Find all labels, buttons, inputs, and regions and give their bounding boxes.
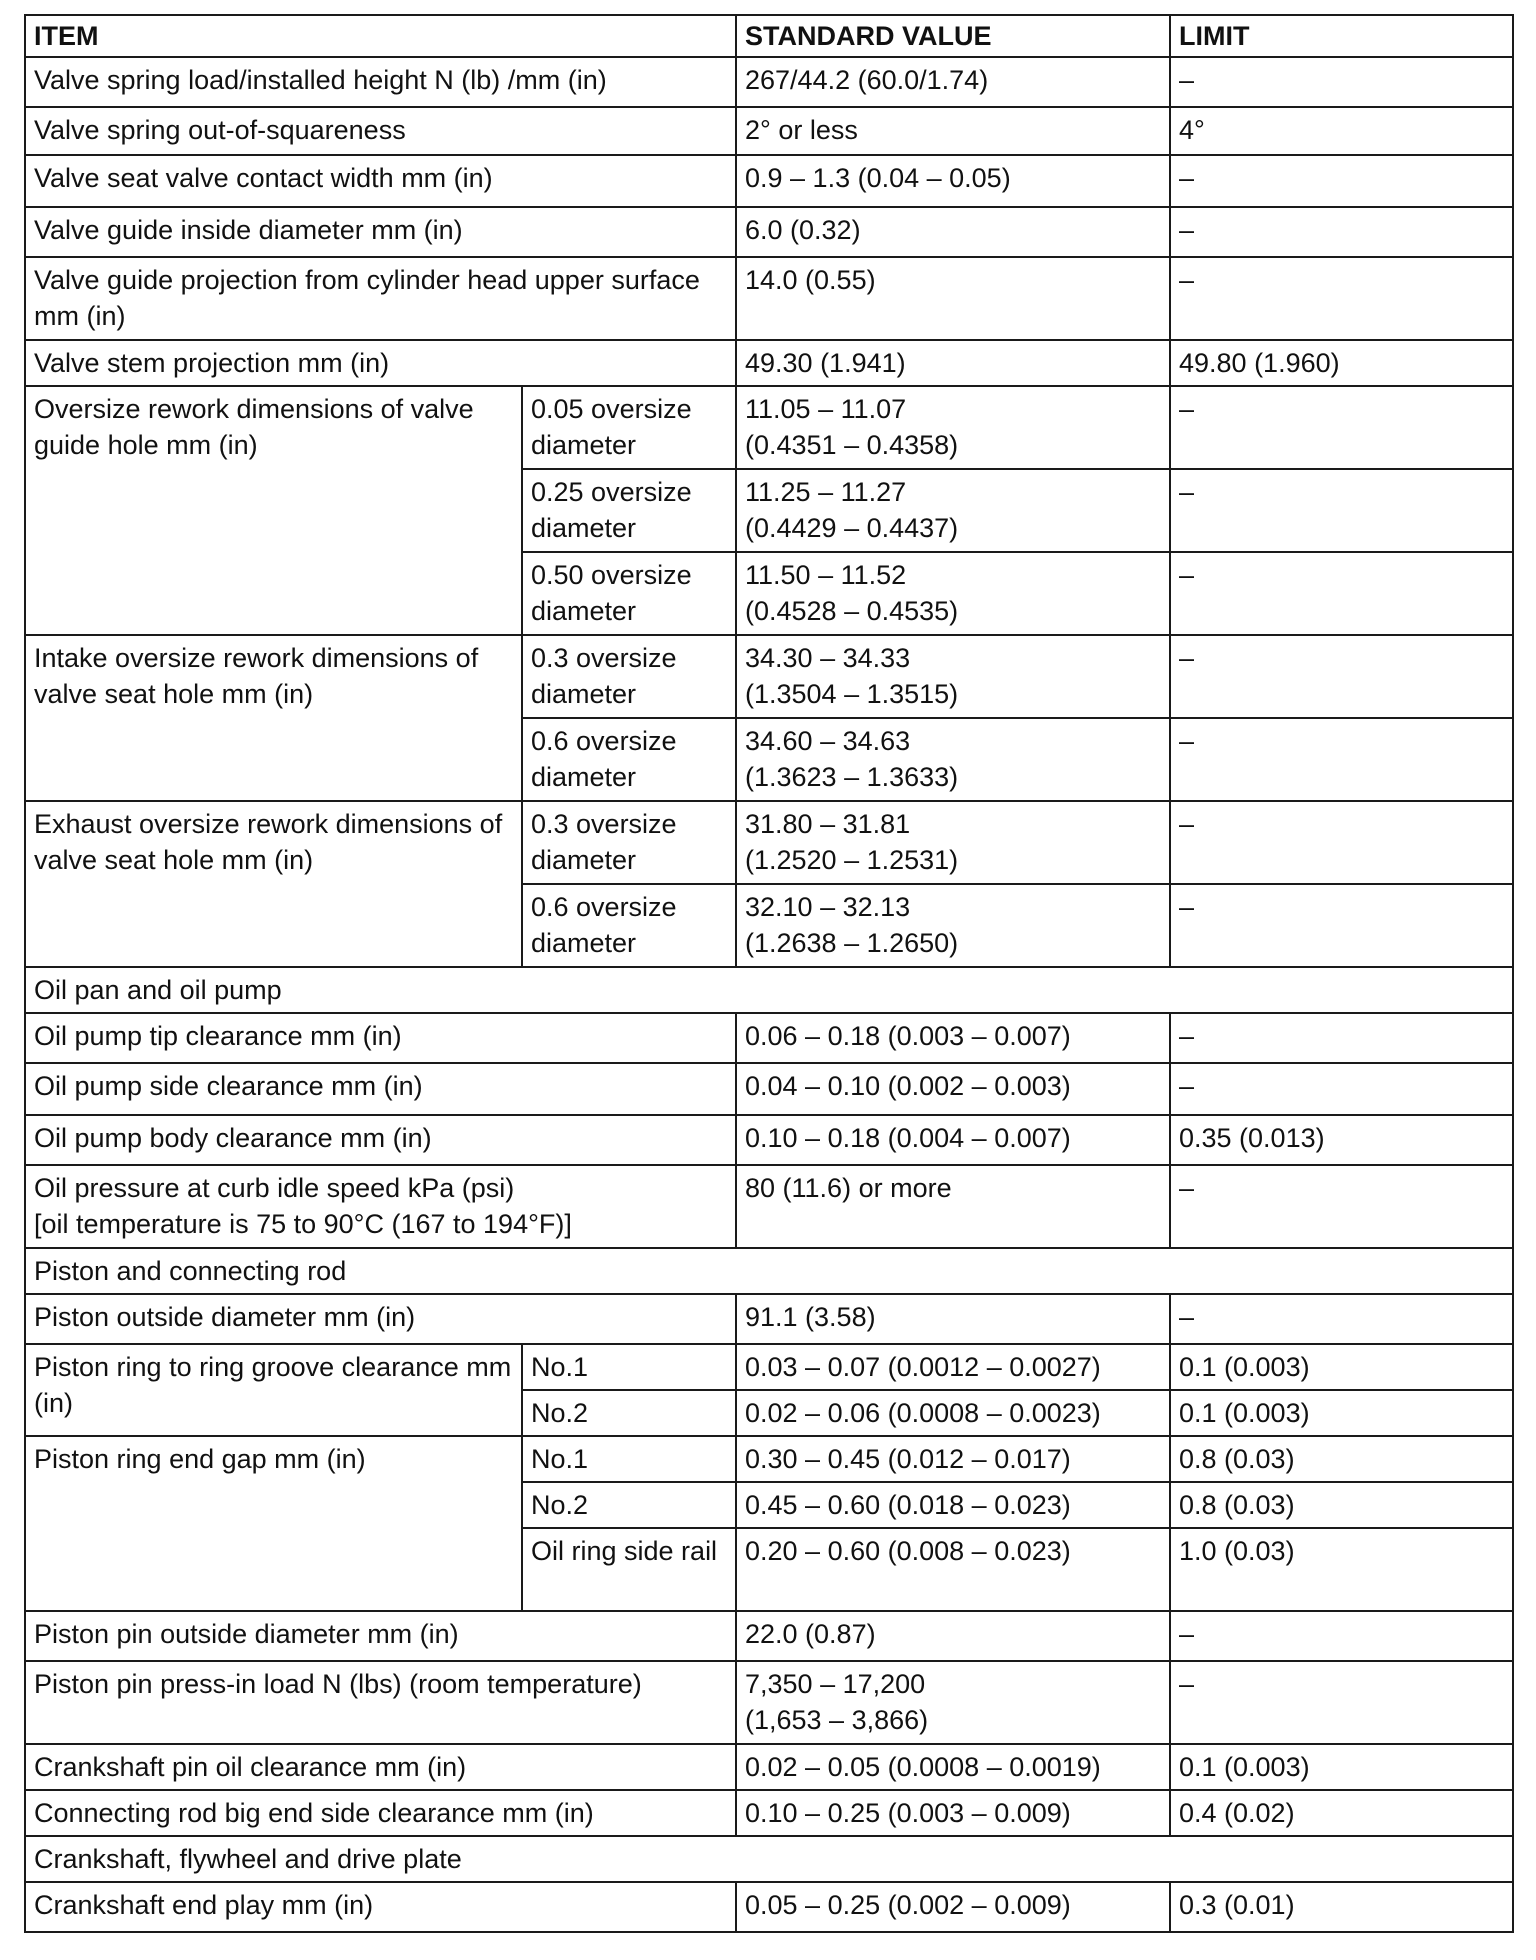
item-cell: Oil pump side clearance mm (in)	[25, 1063, 736, 1115]
standard-cell: 0.05 – 0.25 (0.002 – 0.009)	[736, 1882, 1170, 1932]
table-row	[25, 1744, 1513, 1790]
table-row	[25, 1661, 1513, 1744]
sub-item-cell: 0.05 oversize diameter	[522, 386, 736, 469]
standard-cell: 267/44.2 (60.0/1.74)	[736, 57, 1170, 107]
table-row	[25, 57, 1513, 107]
limit-cell: –	[1170, 386, 1513, 469]
limit-cell: –	[1170, 1294, 1513, 1344]
limit-cell: –	[1170, 1611, 1513, 1661]
table-row	[25, 801, 1513, 884]
table-row	[25, 1013, 1513, 1063]
limit-cell: –	[1170, 1013, 1513, 1063]
section-row	[25, 1248, 1513, 1294]
table-row	[25, 257, 1513, 340]
standard-cell: 0.02 – 0.05 (0.0008 – 0.0019)	[736, 1744, 1170, 1790]
standard-cell: 14.0 (0.55)	[736, 257, 1170, 340]
limit-cell: –	[1170, 155, 1513, 207]
table-row	[25, 635, 1513, 718]
limit-cell: 0.35 (0.013)	[1170, 1115, 1513, 1165]
standard-cell: 0.9 – 1.3 (0.04 – 0.05)	[736, 155, 1170, 207]
table-row	[25, 386, 1513, 469]
sub-item-cell: No.2	[522, 1482, 736, 1528]
standard-cell: 0.30 – 0.45 (0.012 – 0.017)	[736, 1436, 1170, 1482]
table-row	[25, 1294, 1513, 1344]
item-cell: Piston ring end gap mm (in)	[25, 1436, 522, 1611]
item-cell: Oversize rework dimensions of valve guide hole mm (in)	[25, 386, 522, 635]
limit-cell: 1.0 (0.03)	[1170, 1528, 1513, 1611]
table-row	[25, 1344, 1513, 1390]
standard-cell: 34.30 – 34.33 (1.3504 – 1.3515)	[736, 635, 1170, 718]
item-cell: Intake oversize rework dimensions of valve seat hole mm (in)	[25, 635, 522, 801]
limit-cell: –	[1170, 257, 1513, 340]
standard-cell: 0.45 – 0.60 (0.018 – 0.023)	[736, 1482, 1170, 1528]
table-row	[25, 107, 1513, 155]
standard-cell: 22.0 (0.87)	[736, 1611, 1170, 1661]
standard-cell: 11.05 – 11.07 (0.4351 – 0.4358)	[736, 386, 1170, 469]
standard-cell: 32.10 – 32.13 (1.2638 – 1.2650)	[736, 884, 1170, 967]
table-row	[25, 1063, 1513, 1115]
standard-cell: 6.0 (0.32)	[736, 207, 1170, 257]
limit-cell: 49.80 (1.960)	[1170, 340, 1513, 386]
standard-cell: 91.1 (3.58)	[736, 1294, 1170, 1344]
item-cell: Piston ring to ring groove clearance mm (in)	[25, 1344, 522, 1436]
item-cell: Valve stem projection mm (in)	[25, 340, 736, 386]
header-item: ITEM	[25, 15, 736, 57]
standard-cell: 0.10 – 0.18 (0.004 – 0.007)	[736, 1115, 1170, 1165]
item-cell: Oil pressure at curb idle speed kPa (psi) [oil temperature is 75 to 90°C (167 to 194°F)]	[25, 1165, 736, 1248]
item-cell: Valve spring load/installed height N (lb) /mm (in)	[25, 57, 736, 107]
section-heading-piston: Piston and connecting rod	[25, 1248, 1513, 1294]
item-cell: Piston pin press-in load N (lbs) (room temperature)	[25, 1661, 736, 1744]
table-row	[25, 1165, 1513, 1248]
standard-cell: 7,350 – 17,200 (1,653 – 3,866)	[736, 1661, 1170, 1744]
table-row	[25, 1611, 1513, 1661]
sub-item-cell: 0.6 oversize diameter	[522, 718, 736, 801]
standard-cell: 0.20 – 0.60 (0.008 – 0.023)	[736, 1528, 1170, 1611]
limit-cell: –	[1170, 718, 1513, 801]
item-cell: Oil pump body clearance mm (in)	[25, 1115, 736, 1165]
section-heading-crankshaft: Crankshaft, flywheel and drive plate	[25, 1836, 1513, 1882]
item-cell: Crankshaft end play mm (in)	[25, 1882, 736, 1932]
limit-cell: –	[1170, 207, 1513, 257]
limit-cell: 0.8 (0.03)	[1170, 1482, 1513, 1528]
item-cell: Piston outside diameter mm (in)	[25, 1294, 736, 1344]
table-row	[25, 1790, 1513, 1836]
sub-item-cell: 0.3 oversize diameter	[522, 801, 736, 884]
header-limit: LIMIT	[1170, 15, 1513, 57]
item-cell: Connecting rod big end side clearance mm (in)	[25, 1790, 736, 1836]
limit-cell: 0.1 (0.003)	[1170, 1390, 1513, 1436]
limit-cell: 0.1 (0.003)	[1170, 1344, 1513, 1390]
sub-item-cell: No.1	[522, 1436, 736, 1482]
table-row	[25, 1115, 1513, 1165]
limit-cell: 0.1 (0.003)	[1170, 1744, 1513, 1790]
standard-cell: 0.03 – 0.07 (0.0012 – 0.0027)	[736, 1344, 1170, 1390]
standard-cell: 2° or less	[736, 107, 1170, 155]
item-cell: Piston pin outside diameter mm (in)	[25, 1611, 736, 1661]
standard-cell: 11.25 – 11.27 (0.4429 – 0.4437)	[736, 469, 1170, 552]
limit-cell: –	[1170, 469, 1513, 552]
item-cell: Valve guide inside diameter mm (in)	[25, 207, 736, 257]
item-cell: Valve spring out-of-squareness	[25, 107, 736, 155]
item-cell: Valve seat valve contact width mm (in)	[25, 155, 736, 207]
limit-cell: –	[1170, 801, 1513, 884]
sub-item-cell: 0.50 oversize diameter	[522, 552, 736, 635]
item-cell: Oil pump tip clearance mm (in)	[25, 1013, 736, 1063]
standard-cell: 11.50 – 11.52 (0.4528 – 0.4535)	[736, 552, 1170, 635]
limit-cell: 0.8 (0.03)	[1170, 1436, 1513, 1482]
standard-cell: 0.04 – 0.10 (0.002 – 0.003)	[736, 1063, 1170, 1115]
limit-cell: –	[1170, 1063, 1513, 1115]
table-row	[25, 1436, 1513, 1482]
sub-item-cell: No.2	[522, 1390, 736, 1436]
table-row	[25, 207, 1513, 257]
limit-cell: 0.4 (0.02)	[1170, 1790, 1513, 1836]
limit-cell: –	[1170, 57, 1513, 107]
header-row	[25, 15, 1513, 57]
item-cell: Crankshaft pin oil clearance mm (in)	[25, 1744, 736, 1790]
spec-table	[24, 14, 1514, 1933]
limit-cell: –	[1170, 1165, 1513, 1248]
sub-item-cell: 0.25 oversize diameter	[522, 469, 736, 552]
item-cell: Exhaust oversize rework dimensions of valve seat hole mm (in)	[25, 801, 522, 967]
limit-cell: –	[1170, 635, 1513, 718]
sub-item-cell: No.1	[522, 1344, 736, 1390]
section-row	[25, 967, 1513, 1013]
standard-cell: 49.30 (1.941)	[736, 340, 1170, 386]
item-cell: Valve guide projection from cylinder head upper surface mm (in)	[25, 257, 736, 340]
section-heading-oil: Oil pan and oil pump	[25, 967, 1513, 1013]
section-row	[25, 1836, 1513, 1882]
table-row	[25, 340, 1513, 386]
limit-cell: –	[1170, 884, 1513, 967]
standard-cell: 34.60 – 34.63 (1.3623 – 1.3633)	[736, 718, 1170, 801]
standard-cell: 31.80 – 31.81 (1.2520 – 1.2531)	[736, 801, 1170, 884]
limit-cell: –	[1170, 1661, 1513, 1744]
limit-cell: 4°	[1170, 107, 1513, 155]
sub-item-cell: 0.3 oversize diameter	[522, 635, 736, 718]
limit-cell: –	[1170, 552, 1513, 635]
sub-item-cell: Oil ring side rail	[522, 1528, 736, 1611]
limit-cell: 0.3 (0.01)	[1170, 1882, 1513, 1932]
standard-cell: 0.10 – 0.25 (0.003 – 0.009)	[736, 1790, 1170, 1836]
standard-cell: 0.02 – 0.06 (0.0008 – 0.0023)	[736, 1390, 1170, 1436]
table-row	[25, 155, 1513, 207]
sub-item-cell: 0.6 oversize diameter	[522, 884, 736, 967]
table-row	[25, 1882, 1513, 1932]
standard-cell: 80 (11.6) or more	[736, 1165, 1170, 1248]
standard-cell: 0.06 – 0.18 (0.003 – 0.007)	[736, 1013, 1170, 1063]
header-standard-value: STANDARD VALUE	[736, 15, 1170, 57]
